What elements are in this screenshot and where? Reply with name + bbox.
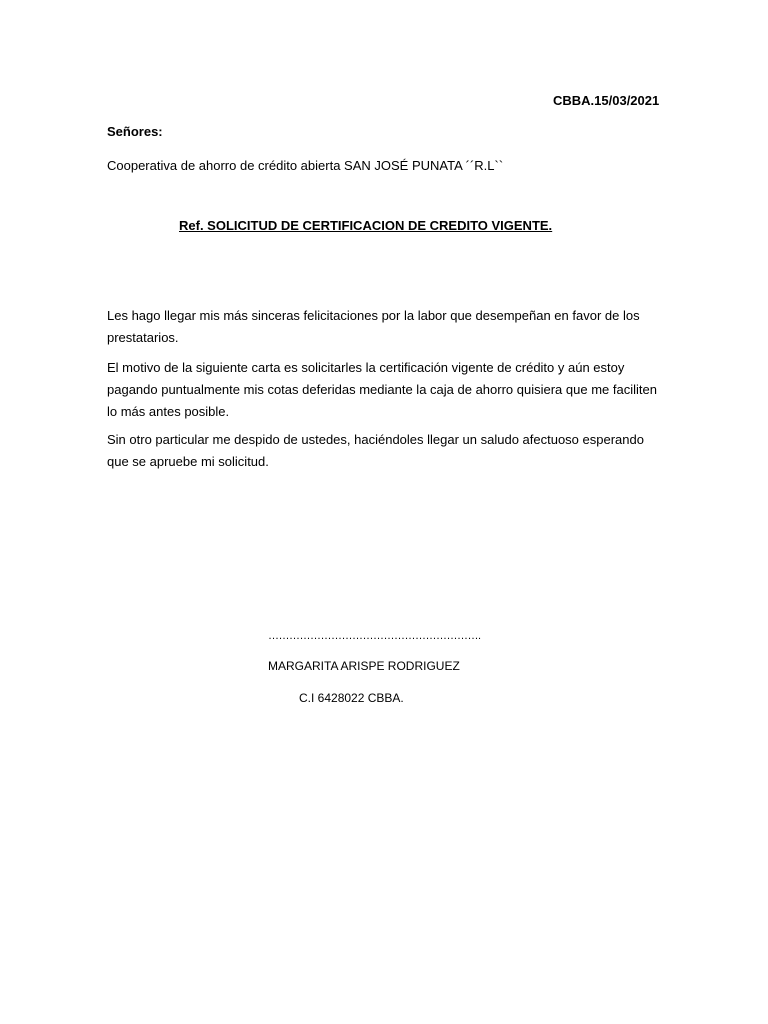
signature-line: ……………………………………………………. <box>268 630 481 642</box>
letter-paragraph-3: Sin otro particular me despido de ustedes, haciéndoles llegar un saludo afectuoso esperando que se apruebe mi solicitud. <box>107 432 644 469</box>
letter-salutation: Señores: <box>107 124 163 139</box>
letter-paragraph-2: El motivo de la siguiente carta es solicitarles la certificación vigente de crédito y aún estoy pagando puntualmente mis cotas deferidas mediante la caja de ahorro quisiera que me faciliten lo más antes posible. <box>107 360 657 419</box>
letter-paragraph-1: Les hago llegar mis más sinceras felicitaciones por la labor que desempeñan en favor de los prestatarios. <box>107 308 640 345</box>
letter-reference: Ref. SOLICITUD DE CERTIFICACION DE CREDITO VIGENTE. <box>179 218 553 233</box>
signature-id: C.I 6428022 CBBA. <box>299 691 404 705</box>
letter-recipient: Cooperativa de ahorro de crédito abierta SAN JOSÉ PUNATA ´´R.L`` <box>107 158 504 173</box>
letter-date: CBBA.15/03/2021 <box>553 93 660 108</box>
signature-name: MARGARITA ARISPE RODRIGUEZ <box>268 659 460 673</box>
